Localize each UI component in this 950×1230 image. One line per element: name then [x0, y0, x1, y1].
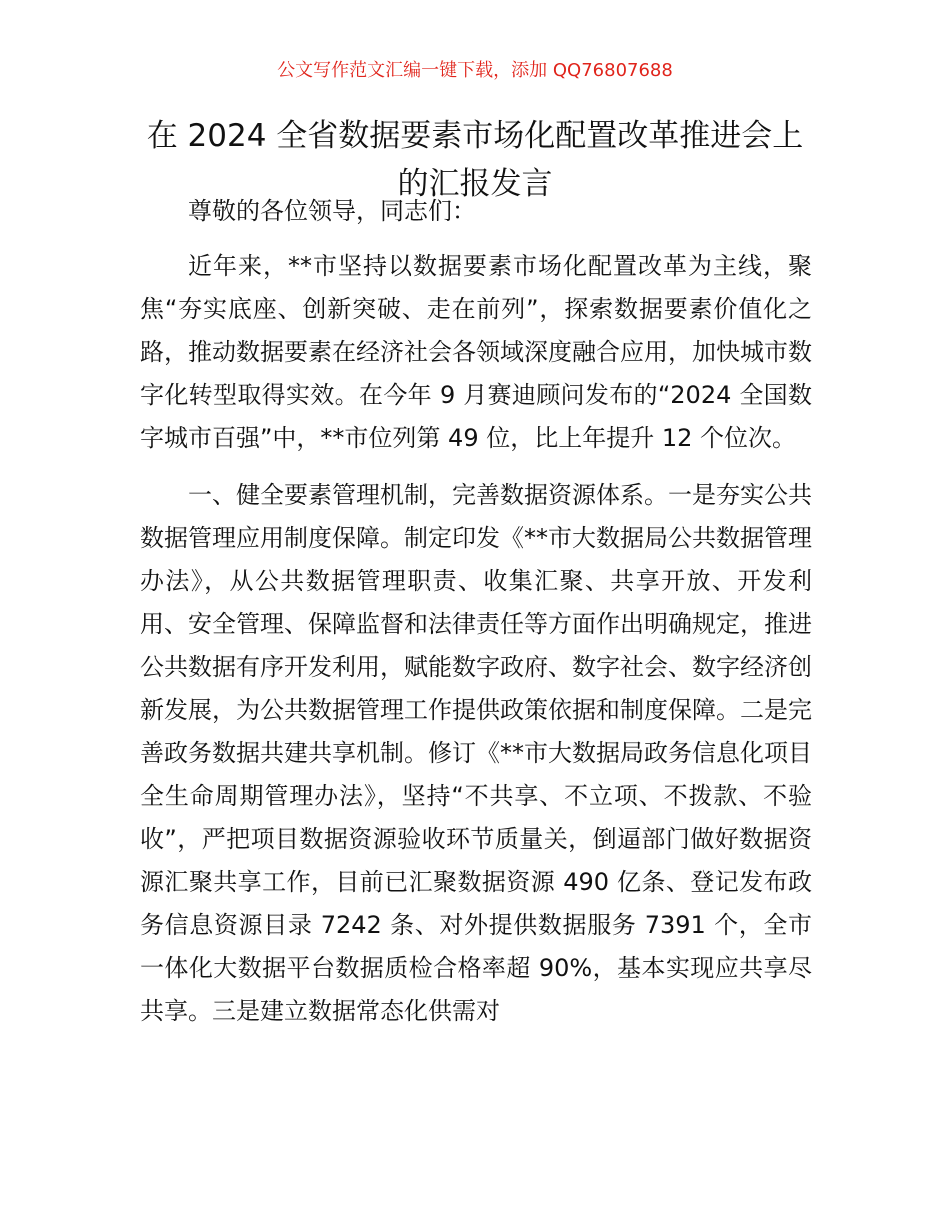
salutation: 尊敬的各位领导，同志们： — [188, 197, 476, 225]
download-notice: 公文写作范文汇编一键下载，添加 QQ76807688 — [277, 60, 673, 81]
page-title: 在 2024 全省数据要素市场化配置改革推进会上的汇报发言 — [146, 118, 804, 202]
paragraph-section-one: 一、健全要素管理机制，完善数据资源体系。一是夯实公共数据管理应用制度保障。制定印发《**市大数据局公共数据管理办法》，从公共数据管理职责、收集汇聚、共享开放、开发利用、安全管理、保障监督和法律责任等方面作出明确规定，推进公共数据有序开发利用，赋能数字政府、数字社会、数字经济创新发展，为公共数据管理工作提供政策依据和制度保障。二是完善政务数据共建共享机制。修订《**市大数据局政务信息化项目全生命周期管理办法》，坚持“不共享、不立项、不拨款、不验收”，严把项目数据资源验收环节质量关，倒逼部门做好数据资源汇聚共享工作，目前已汇聚数据资源 490 亿条、登记发布政务信息资源目录 7242 条、对外提供数据服务 7391 个，全市一体化大数据平台数据质检合格率超 90%，基本实现应共享尽共享。三是建立数据常态化供需对 — [140, 481, 812, 1025]
document-body — [140, 190, 812, 1033]
paragraph-intro: 近年来，**市坚持以数据要素市场化配置改革为主线，聚焦“夯实底座、创新突破、走在前列”，探索数据要素价值化之路，推动数据要素在经济社会各领域深度融合应用，加快城市数字化转型取得实效。在今年 9 月赛迪顾问发布的“2024 全国数字城市百强”中，**市位列第 49 位，比上年提升 12 个位次。 — [140, 252, 812, 452]
